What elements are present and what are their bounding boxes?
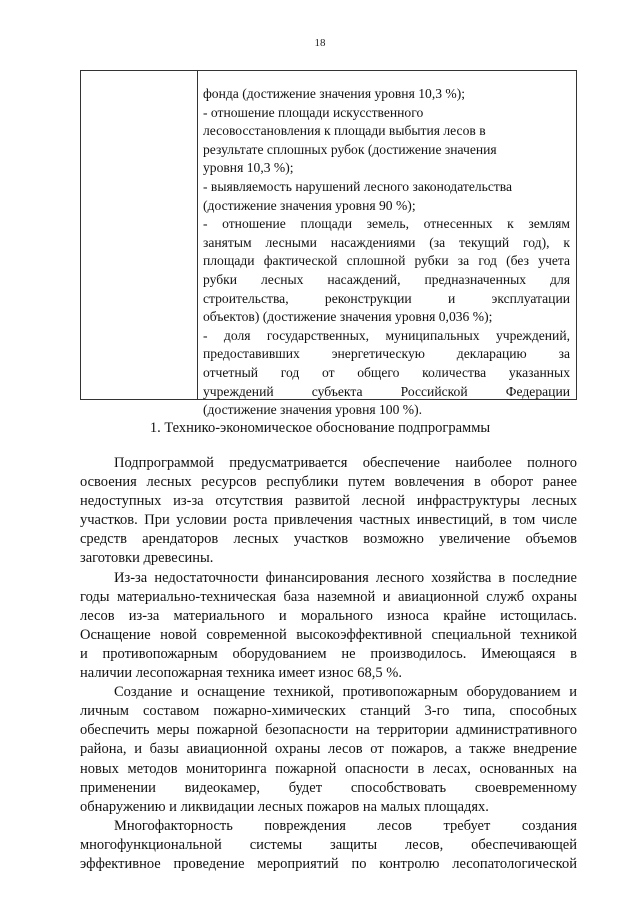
body-text-line: заготовки древесины. xyxy=(80,550,214,567)
body-text-line: эффективное проведение мероприятий по контролю лесопатологической xyxy=(80,855,577,872)
body-text-line: недоступных из-за отсутствия развитой лесной инфраструктуры лесных xyxy=(80,493,577,510)
table-text-line: фонда (достижение значения уровня 10,3 %); xyxy=(203,86,466,101)
body-text-line: применении видеокамер, будет способствовать своевременному xyxy=(80,779,577,796)
table-text-line: (достижение значения уровня 100 %). xyxy=(203,402,423,418)
body-text-line: наличии лесопожарная техника имеет износ 68,5 %. xyxy=(80,665,402,682)
table-text-line: - доля государственных, муниципальных учреждений, xyxy=(203,327,570,343)
body-text-line: годы материально-техническая база наземной и авиационной служб охраны xyxy=(80,588,577,605)
body-text-line: обнаружению и ликвидации лесных пожаров на малых площадях. xyxy=(80,798,489,815)
body-text-line: участков. При условии роста привлечения частных инвестиций, в том числе xyxy=(80,512,577,529)
table-text-line: строительства, реконструкции и эксплуатации xyxy=(203,290,570,306)
body-text-line: личным составом пожарно-химических станций 3-го типа, способных xyxy=(80,703,577,720)
page-number: 18 xyxy=(314,37,326,49)
table-text-line: учреждений субъекта Российской Федерации xyxy=(203,383,570,399)
body-text-line: обеспечить меры пожарной безопасности на территории административного xyxy=(80,722,577,739)
body-text-line: района, и базы авиационной охраны лесов от пожаров, а также внедрение xyxy=(80,741,577,758)
body-text-line: и противопожарным оборудованием не производилось. Имеющаяся в xyxy=(80,645,577,662)
table-text-line: уровня 10,3 %); xyxy=(203,160,294,176)
table-text-line: - отношение площади земель, отнесенных к землям xyxy=(203,216,570,232)
body-text-line: лесов из-за материального и морального износа крайне истощилась. xyxy=(80,607,577,624)
body-text-line: Оснащение новой современной высокоэффективной специальной техникой xyxy=(80,626,577,643)
body-text-line: Многофакторность повреждения лесов требует создания xyxy=(114,817,577,834)
table-text-line: рубки лесных насаждений, предназначенных для xyxy=(203,271,570,287)
body-text-line: Создание и оснащение техникой, противопожарным оборудованием и xyxy=(114,684,577,701)
table-text-line: площади фактической сплошной рубки за год (без учета xyxy=(203,253,570,269)
table-right-cell xyxy=(203,85,570,420)
table-text-line: предоставивших энергетическую декларацию за xyxy=(203,346,570,362)
table-text-line: отчетный год от общего количества указанных xyxy=(203,364,570,380)
table-text-line: объектов) (достижение значения уровня 0,036 %); xyxy=(203,309,493,325)
table-text-line: (достижение значения уровня 90 %); xyxy=(203,197,416,213)
table-text-line: результате сплошных рубок (достижение значения xyxy=(203,141,497,157)
body-text-line: освоения лесных ресурсов республики путем вовлечения в оборот ранее xyxy=(80,474,577,491)
body-text-line: новых методов мониторинга пожарной опасности в лесах, основанных на xyxy=(80,760,577,777)
table-left-cell xyxy=(81,71,198,399)
table-text-line: лесовосстановления к площади выбытия лесов в xyxy=(203,123,486,139)
section-heading: 1. Технико-экономическое обоснование подпрограммы xyxy=(149,420,491,436)
body-text xyxy=(80,454,577,874)
table-text-line: - выявляемость нарушений лесного законодательства xyxy=(203,178,513,194)
body-text-line: Подпрограммой предусматривается обеспечение наиболее полного xyxy=(114,455,577,471)
body-text-line: Из-за недостаточности финансирования лесного хозяйства в последние xyxy=(114,569,577,586)
table-text-line: - отношение площади искусственного xyxy=(203,104,424,120)
body-text-line: средств арендаторов лесных участков возможно увеличение объемов xyxy=(80,531,577,548)
body-text-line: многофункциональной системы защиты лесов, обеспечивающей xyxy=(80,836,577,853)
table-text-line: занятым лесными насаждениями (за текущий год), к xyxy=(203,234,570,250)
indicators-table xyxy=(80,70,577,418)
